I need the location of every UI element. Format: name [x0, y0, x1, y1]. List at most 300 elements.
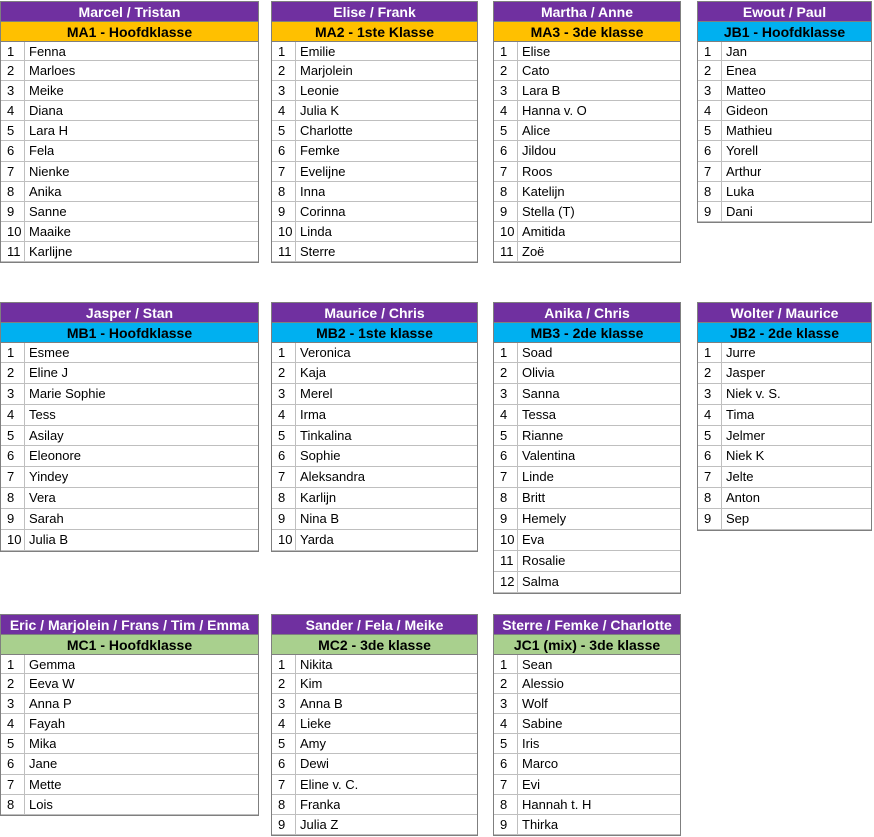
- team-block: [271, 1, 478, 263]
- player-row: [494, 342, 680, 363]
- player-name: Niek K: [726, 448, 765, 464]
- player-name: Eeva W: [29, 676, 75, 692]
- player-row: [494, 795, 680, 815]
- player-name: Jelmer: [726, 427, 766, 443]
- player-row: [494, 654, 680, 674]
- player-number: 8: [1, 488, 25, 508]
- player-number: 4: [1, 405, 25, 425]
- player-name: Lara B: [522, 83, 561, 99]
- player-number: 10: [272, 222, 296, 241]
- coach-header: Sander / Fela / Meike: [272, 614, 477, 634]
- player-number: 7: [272, 775, 296, 794]
- player-number: 7: [1, 162, 25, 181]
- player-number: 7: [272, 467, 296, 487]
- player-row: [698, 121, 871, 141]
- player-name: Anna B: [300, 696, 343, 712]
- player-list: [1, 342, 258, 552]
- class-header: JB1 - Hoofdklasse: [698, 21, 871, 41]
- player-name: Tess: [29, 406, 56, 422]
- player-row: [1, 384, 258, 405]
- player-row: [494, 81, 680, 101]
- player-row: [1, 775, 258, 795]
- player-number: 8: [494, 182, 518, 201]
- player-row: [494, 551, 680, 572]
- coach-header: Anika / Chris: [494, 302, 680, 322]
- player-row: [698, 342, 871, 363]
- player-number: 7: [272, 162, 296, 181]
- class-header: MC1 - Hoofdklasse: [1, 634, 258, 654]
- player-number: 2: [272, 674, 296, 693]
- player-name: Amy: [300, 736, 326, 752]
- player-number: 9: [494, 202, 518, 221]
- player-row: [272, 426, 477, 447]
- player-row: [494, 202, 680, 222]
- player-row: [1, 754, 258, 774]
- player-name: Arthur: [726, 163, 762, 179]
- player-row: [1, 81, 258, 101]
- player-name: Lois: [29, 796, 53, 812]
- player-row: [272, 754, 477, 774]
- player-name: Fayah: [29, 716, 66, 732]
- player-row: [272, 141, 477, 161]
- player-row: [272, 121, 477, 141]
- player-number: 4: [272, 101, 296, 120]
- player-row: [272, 162, 477, 182]
- player-name: Marjolein: [300, 63, 353, 79]
- player-name: Eleonore: [29, 448, 82, 464]
- player-number: 1: [272, 655, 296, 673]
- player-row: [1, 61, 258, 81]
- player-number: 1: [494, 343, 518, 362]
- player-row: [494, 467, 680, 488]
- player-name: Jildou: [522, 143, 556, 159]
- player-number: 8: [698, 182, 722, 201]
- player-row: [1, 41, 258, 61]
- player-name: Sanna: [522, 385, 560, 401]
- player-number: 3: [1, 694, 25, 713]
- team-block: [697, 302, 872, 531]
- player-name: Eline v. C.: [300, 776, 359, 792]
- player-number: 7: [494, 162, 518, 181]
- player-name: Anna P: [29, 696, 72, 712]
- player-row: [272, 509, 477, 530]
- player-name: Alessio: [522, 676, 564, 692]
- player-name: Cato: [522, 63, 550, 79]
- player-row: [272, 446, 477, 467]
- player-number: 11: [494, 242, 518, 261]
- player-name: Nikita: [300, 657, 333, 672]
- player-number: 9: [272, 509, 296, 529]
- player-number: 5: [698, 121, 722, 140]
- player-number: 4: [494, 405, 518, 425]
- player-name: Britt: [522, 490, 546, 506]
- player-row: [1, 182, 258, 202]
- player-number: 5: [272, 121, 296, 140]
- player-row: [272, 342, 477, 363]
- player-row: [1, 242, 258, 262]
- player-row: [272, 714, 477, 734]
- player-name: Kim: [300, 676, 323, 692]
- player-name: Evelijne: [300, 163, 346, 179]
- player-row: [494, 488, 680, 509]
- player-number: 11: [272, 242, 296, 261]
- player-name: Jurre: [726, 345, 756, 360]
- player-row: [494, 242, 680, 262]
- coach-header: Jasper / Stan: [1, 302, 258, 322]
- player-number: 8: [272, 488, 296, 508]
- player-number: 1: [1, 42, 25, 60]
- player-number: 3: [272, 694, 296, 713]
- player-name: Iris: [522, 736, 540, 752]
- player-number: 6: [272, 446, 296, 466]
- player-row: [494, 121, 680, 141]
- player-name: Asilay: [29, 427, 64, 443]
- player-number: 7: [1, 467, 25, 487]
- player-row: [698, 182, 871, 202]
- player-number: 1: [698, 42, 722, 60]
- team-block: [0, 302, 259, 552]
- player-name: Lieke: [300, 716, 332, 732]
- player-name: Karlijne: [29, 243, 73, 259]
- player-number: 1: [272, 42, 296, 60]
- player-row: [698, 467, 871, 488]
- player-number: 11: [494, 551, 518, 571]
- player-row: [272, 101, 477, 121]
- player-number: 6: [1, 754, 25, 773]
- player-number: 8: [494, 795, 518, 814]
- player-name: Dewi: [300, 756, 329, 772]
- player-number: 4: [698, 101, 722, 120]
- player-name: Marloes: [29, 63, 76, 79]
- player-name: Hannah t. H: [522, 796, 592, 812]
- player-list: [698, 342, 871, 531]
- player-name: Eva: [522, 532, 545, 548]
- player-number: 6: [272, 754, 296, 773]
- player-row: [494, 572, 680, 593]
- player-number: 7: [1, 775, 25, 794]
- player-row: [1, 530, 258, 551]
- player-row: [494, 815, 680, 835]
- player-name: Jane: [29, 756, 58, 772]
- player-row: [1, 488, 258, 509]
- player-row: [272, 222, 477, 242]
- player-number: 5: [494, 426, 518, 446]
- player-name: Kaja: [300, 364, 327, 380]
- player-number: 2: [272, 61, 296, 80]
- player-row: [494, 162, 680, 182]
- player-row: [494, 714, 680, 734]
- player-number: 3: [698, 384, 722, 404]
- player-number: 6: [494, 754, 518, 773]
- player-name: Soad: [522, 345, 553, 360]
- player-number: 1: [1, 655, 25, 673]
- player-name: Wolf: [522, 696, 548, 712]
- player-row: [1, 467, 258, 488]
- player-row: [272, 795, 477, 815]
- player-number: 1: [698, 343, 722, 362]
- team-block: [493, 302, 681, 594]
- player-number: 1: [494, 42, 518, 60]
- player-number: 7: [698, 162, 722, 181]
- player-number: 5: [272, 734, 296, 753]
- player-number: 11: [1, 242, 25, 261]
- player-number: 4: [272, 714, 296, 733]
- player-row: [494, 61, 680, 81]
- player-row: [494, 734, 680, 754]
- player-name: Meike: [29, 83, 64, 99]
- player-name: Sean: [522, 657, 553, 672]
- player-name: Vera: [29, 490, 56, 506]
- player-row: [272, 530, 477, 551]
- player-row: [272, 467, 477, 488]
- player-number: 1: [1, 343, 25, 362]
- player-name: Yorell: [726, 143, 759, 159]
- player-name: Gideon: [726, 103, 768, 119]
- player-name: Mika: [29, 736, 57, 752]
- player-name: Sabine: [522, 716, 563, 732]
- player-name: Esmee: [29, 345, 70, 360]
- player-name: Gemma: [29, 657, 76, 672]
- player-name: Leonie: [300, 83, 340, 99]
- player-name: Hanna v. O: [522, 103, 587, 119]
- player-number: 2: [1, 674, 25, 693]
- player-row: [1, 202, 258, 222]
- player-number: 3: [1, 384, 25, 404]
- team-block: [697, 1, 872, 223]
- player-name: Hemely: [522, 511, 567, 527]
- player-name: Salma: [522, 573, 559, 589]
- player-row: [1, 714, 258, 734]
- player-row: [494, 384, 680, 405]
- player-name: Julia Z: [300, 816, 339, 832]
- player-row: [1, 734, 258, 754]
- player-name: Niek v. S.: [726, 385, 781, 401]
- player-row: [272, 61, 477, 81]
- player-name: Nienke: [29, 163, 70, 179]
- player-number: 10: [494, 530, 518, 550]
- player-number: 8: [1, 795, 25, 814]
- player-row: [1, 363, 258, 384]
- player-name: Sep: [726, 511, 750, 527]
- player-row: [494, 775, 680, 795]
- team-block: [0, 1, 259, 263]
- player-name: Zoë: [522, 243, 545, 259]
- player-row: [1, 509, 258, 530]
- player-row: [698, 81, 871, 101]
- player-name: Roos: [522, 163, 553, 179]
- player-row: [272, 202, 477, 222]
- player-row: [698, 384, 871, 405]
- team-block: [493, 1, 681, 263]
- player-number: 9: [1, 509, 25, 529]
- player-name: Sarah: [29, 511, 64, 527]
- player-list: [494, 654, 680, 836]
- coach-header: Wolter / Maurice: [698, 302, 871, 322]
- coach-header: Maurice / Chris: [272, 302, 477, 322]
- class-header: MC2 - 3de klasse: [272, 634, 477, 654]
- player-number: 6: [698, 446, 722, 466]
- player-row: [698, 426, 871, 447]
- player-number: 9: [272, 202, 296, 221]
- player-row: [272, 242, 477, 262]
- player-row: [272, 775, 477, 795]
- class-header: MA1 - Hoofdklasse: [1, 21, 258, 41]
- player-number: 2: [1, 61, 25, 80]
- player-number: 5: [494, 734, 518, 753]
- player-row: [698, 488, 871, 509]
- player-row: [698, 41, 871, 61]
- player-row: [1, 405, 258, 426]
- player-number: 5: [1, 426, 25, 446]
- player-row: [494, 405, 680, 426]
- player-name: Rianne: [522, 427, 564, 443]
- player-name: Lara H: [29, 123, 69, 139]
- player-name: Fela: [29, 143, 55, 159]
- player-row: [494, 426, 680, 447]
- player-number: 9: [698, 202, 722, 221]
- player-row: [1, 654, 258, 674]
- player-name: Yarda: [300, 532, 334, 548]
- player-row: [272, 488, 477, 509]
- player-row: [272, 694, 477, 714]
- player-row: [494, 222, 680, 242]
- player-name: Thirka: [522, 816, 559, 832]
- player-number: 6: [494, 141, 518, 160]
- player-number: 6: [494, 446, 518, 466]
- player-row: [1, 446, 258, 467]
- player-row: [272, 41, 477, 61]
- player-name: Merel: [300, 385, 333, 401]
- coach-header: Elise / Frank: [272, 1, 477, 21]
- player-name: Karlijn: [300, 490, 337, 506]
- player-number: 8: [1, 182, 25, 201]
- player-row: [1, 694, 258, 714]
- player-row: [1, 795, 258, 815]
- player-row: [494, 446, 680, 467]
- player-name: Linde: [522, 469, 554, 485]
- player-list: [272, 41, 477, 263]
- player-name: Fenna: [29, 44, 66, 59]
- player-row: [1, 222, 258, 242]
- class-header: JB2 - 2de klasse: [698, 322, 871, 342]
- player-number: 4: [1, 714, 25, 733]
- coach-header: Marcel / Tristan: [1, 1, 258, 21]
- player-number: 5: [1, 121, 25, 140]
- player-name: Aleksandra: [300, 469, 366, 485]
- player-row: [698, 101, 871, 121]
- player-name: Rosalie: [522, 552, 566, 568]
- coach-header: Ewout / Paul: [698, 1, 871, 21]
- player-name: Inna: [300, 183, 326, 199]
- player-name: Anika: [29, 183, 62, 199]
- player-number: 8: [494, 488, 518, 508]
- player-number: 4: [494, 714, 518, 733]
- player-row: [494, 509, 680, 530]
- player-name: Mette: [29, 776, 62, 792]
- player-number: 2: [494, 363, 518, 383]
- player-number: 4: [272, 405, 296, 425]
- player-name: Mathieu: [726, 123, 773, 139]
- player-number: 3: [494, 384, 518, 404]
- player-number: 7: [698, 467, 722, 487]
- player-name: Valentina: [522, 448, 576, 464]
- player-number: 6: [698, 141, 722, 160]
- player-row: [698, 202, 871, 222]
- coach-header: Sterre / Femke / Charlotte: [494, 614, 680, 634]
- player-name: Charlotte: [300, 123, 353, 139]
- player-row: [698, 363, 871, 384]
- player-number: 2: [272, 363, 296, 383]
- player-number: 9: [272, 815, 296, 834]
- player-name: Marco: [522, 756, 559, 772]
- player-name: Veronica: [300, 345, 351, 360]
- player-number: 3: [272, 384, 296, 404]
- player-row: [698, 509, 871, 530]
- player-number: 2: [698, 61, 722, 80]
- player-number: 2: [1, 363, 25, 383]
- player-row: [698, 405, 871, 426]
- player-name: Marie Sophie: [29, 385, 106, 401]
- player-name: Sophie: [300, 448, 341, 464]
- player-row: [1, 121, 258, 141]
- player-name: Tinkalina: [300, 427, 352, 443]
- player-name: Franka: [300, 796, 341, 812]
- player-row: [272, 363, 477, 384]
- player-row: [494, 182, 680, 202]
- player-number: 3: [1, 81, 25, 100]
- class-header: MA3 - 3de klasse: [494, 21, 680, 41]
- player-row: [272, 674, 477, 694]
- player-row: [272, 405, 477, 426]
- player-name: Tima: [726, 406, 755, 422]
- player-number: 9: [698, 509, 722, 529]
- player-row: [1, 426, 258, 447]
- player-row: [1, 101, 258, 121]
- player-list: [494, 342, 680, 594]
- player-list: [272, 654, 477, 836]
- player-name: Dani: [726, 203, 753, 219]
- player-number: 1: [494, 655, 518, 673]
- player-number: 10: [494, 222, 518, 241]
- player-number: 3: [272, 81, 296, 100]
- player-name: Enea: [726, 63, 757, 79]
- player-row: [698, 446, 871, 467]
- player-number: 5: [272, 426, 296, 446]
- class-header: MB1 - Hoofdklasse: [1, 322, 258, 342]
- player-name: Matteo: [726, 83, 766, 99]
- player-name: Olivia: [522, 364, 555, 380]
- player-row: [698, 141, 871, 161]
- player-list: [698, 41, 871, 223]
- player-row: [272, 81, 477, 101]
- player-number: 1: [272, 343, 296, 362]
- player-number: 2: [494, 674, 518, 693]
- class-header: MB2 - 1ste klasse: [272, 322, 477, 342]
- player-row: [272, 182, 477, 202]
- player-row: [494, 41, 680, 61]
- player-row: [698, 61, 871, 81]
- player-number: 6: [1, 141, 25, 160]
- player-name: Nina B: [300, 511, 340, 527]
- player-row: [1, 674, 258, 694]
- player-row: [494, 674, 680, 694]
- player-number: 10: [272, 530, 296, 550]
- player-name: Emilie: [300, 44, 336, 59]
- player-name: Eline J: [29, 364, 69, 380]
- player-number: 10: [1, 222, 25, 241]
- player-list: [1, 654, 258, 816]
- player-name: Stella (T): [522, 203, 575, 219]
